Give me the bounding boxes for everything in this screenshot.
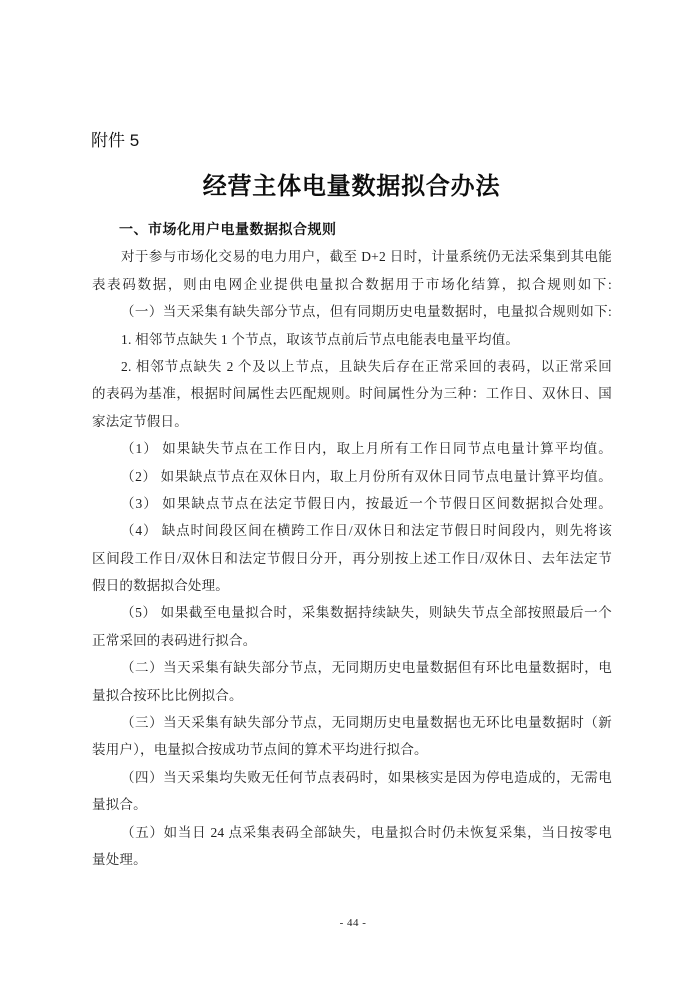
case-5-paragraph [92,599,612,654]
case-4-paragraph [92,517,612,599]
subsection-3-paragraph [92,709,612,764]
document-body [92,216,612,873]
paragraph-line: （四）当天采集均失败无任何节点表码时，如果核实是因为停电造成的，无需电 [121,769,612,785]
paragraph-line: 量拟合按环比比例拟合。 [92,687,243,703]
paragraph-line: （5） 如果截至电量拟合时，采集数据持续缺失，则缺失节点全部按照最后一个 [121,605,612,621]
item-2-paragraph [92,353,612,435]
intro-paragraph [92,243,612,298]
paragraph-line: 2. 相邻节点缺失 2 个及以上节点，且缺失后存在正常采回的表码，以正常采回 [121,358,612,374]
paragraph-line: 假日的数据拟合处理。 [92,578,229,594]
paragraph-line: 表表码数据，则由电网企业提供电量拟合数据用于市场化结算，拟合规则如下: [92,276,612,292]
paragraph-line: （二）当天采集有缺失部分节点，无同期历史电量数据但有环比电量数据时，电 [121,660,612,676]
paragraph-line: （1） 如果缺失节点在工作日内，取上月所有工作日同节点电量计算平均值。 [121,441,612,457]
case-3-paragraph [92,490,612,517]
paragraph-line: （三）当天采集有缺失部分节点，无同期历史电量数据也无环比电量数据时（新 [121,715,612,731]
paragraph-line: （五）如当日 24 点采集表码全部缺失，电量拟合时仍未恢复采集，当日按零电 [121,824,612,840]
paragraph-line: （2） 如果缺点节点在双休日内，取上月份所有双休日同节点电量计算平均值。 [121,468,612,484]
paragraph-line: （一）当天采集有缺失部分节点，但有同期历史电量数据时，电量拟合规则如下: [121,304,612,320]
paragraph-line: （4） 缺点时间段区间在横跨工作日/双休日和法定节假日时间段内，则先将该 [121,523,612,539]
paragraph-line: 1. 相邻节点缺失 1 个节点，取该节点前后节点电能表电量平均值。 [121,331,520,347]
paragraph-line: 量处理。 [92,851,147,867]
subsection-2-paragraph [92,654,612,709]
case-2-paragraph [92,463,612,490]
subsection-4-paragraph [92,764,612,819]
document-title: 经营主体电量数据拟合办法 [202,174,501,200]
item-1-paragraph [92,326,612,353]
page-number: - 44 - [339,917,367,929]
section-heading: 一、市场化用户电量数据拟合规则 [119,221,337,237]
paragraph-line: 的表码为基准，根据时间属性去匹配规则。时间属性分为三种：工作日、双休日、国 [92,386,612,402]
paragraph-line: 家法定节假日。 [92,413,188,429]
paragraph-line: 装用户），电量拟合按成功节点间的算术平均进行拟合。 [92,742,428,758]
paragraph-line: （3） 如果缺点节点在法定节假日内，按最近一个节假日区间数据拟合处理。 [121,495,612,511]
paragraph-line: 量拟合。 [92,797,147,813]
paragraph-line: 区间段工作日/双休日和法定节假日分开，再分别按上述工作日/双休日、去年法定节 [92,550,612,566]
paragraph-line: 对于参与市场化交易的电力用户，截至 D+2 日时，计量系统仍无法采集到其电能 [121,249,612,265]
subsection-1-paragraph [92,298,612,325]
paragraph-line: 正常采回的表码进行拟合。 [92,632,257,648]
attachment-label: 附件 5 [91,131,140,150]
subsection-5-paragraph [92,819,612,874]
case-1-paragraph [92,435,612,462]
